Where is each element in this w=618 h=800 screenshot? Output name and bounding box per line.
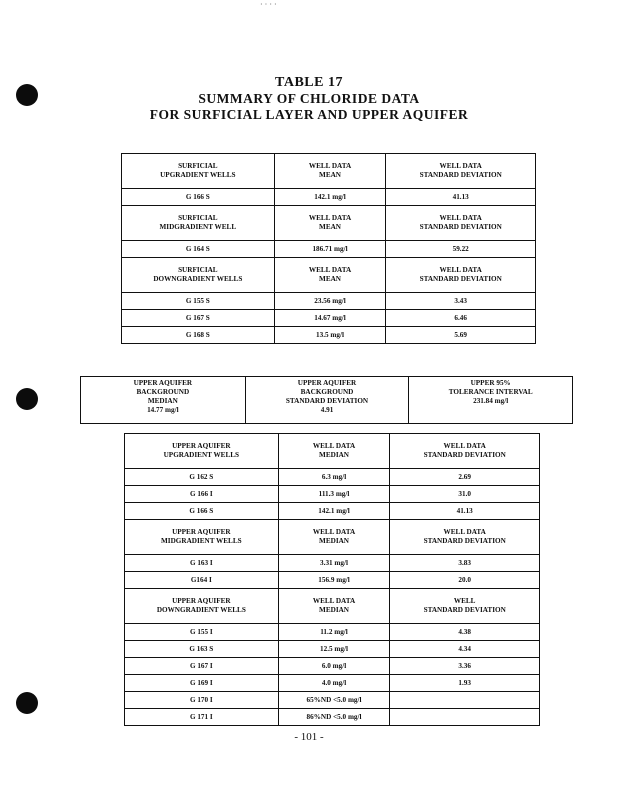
table-row [125, 624, 540, 641]
value-cell: 3.36 [390, 658, 540, 675]
value-cell: 1.93 [390, 675, 540, 692]
value-cell: 59.22 [386, 241, 536, 258]
document-title [0, 75, 618, 123]
table-row [125, 658, 540, 675]
value-cell: 20.0 [390, 572, 540, 589]
header-cell: SURFICIAL UPGRADIENT WELLS [122, 154, 275, 189]
well-id-cell: G 167 I [125, 658, 279, 675]
value-cell [390, 692, 540, 709]
value-cell [390, 709, 540, 726]
value-cell: 86%ND <5.0 mg/l [278, 709, 390, 726]
table-row [125, 641, 540, 658]
header-cell: SURFICIAL MIDGRADIENT WELL [122, 206, 275, 241]
value-cell: 11.2 mg/l [278, 624, 390, 641]
page-number: - 101 - [294, 731, 324, 743]
well-id-cell: G 171 I [125, 709, 279, 726]
value-cell: 3.83 [390, 555, 540, 572]
value-cell: 142.1 mg/l [278, 503, 390, 520]
background-median-cell: UPPER AQUIFER BACKGROUND MEDIAN 14.77 mg/l [81, 377, 246, 424]
section-header-row [122, 154, 536, 189]
value-cell: 186.71 mg/l [274, 241, 386, 258]
header-cell: WELL STANDARD DEVIATION [390, 589, 540, 624]
well-id-cell: G 169 I [125, 675, 279, 692]
well-id-cell: G 166 S [125, 503, 279, 520]
section-header-row [125, 589, 540, 624]
table-row [122, 293, 536, 310]
upper-aquifer-chloride-table [124, 433, 540, 726]
value-cell: 111.3 mg/l [278, 486, 390, 503]
header-cell: WELL DATA MEDIAN [278, 434, 390, 469]
value-cell: 13.5 mg/l [274, 327, 386, 344]
header-cell: UPPER AQUIFER MIDGRADIENT WELLS [125, 520, 279, 555]
well-id-cell: G 155 I [125, 624, 279, 641]
value-cell: 31.0 [390, 486, 540, 503]
value-cell: 142.1 mg/l [274, 189, 386, 206]
well-id-cell: G 170 I [125, 692, 279, 709]
value-cell: 12.5 mg/l [278, 641, 390, 658]
table-row [125, 675, 540, 692]
section-header-row [125, 434, 540, 469]
value-cell: 6.3 mg/l [278, 469, 390, 486]
table-row [125, 469, 540, 486]
well-id-cell: G 167 S [122, 310, 275, 327]
header-cell: WELL DATA MEAN [274, 258, 386, 293]
well-id-cell: G 166 I [125, 486, 279, 503]
background-row [81, 377, 573, 424]
value-cell: 156.9 mg/l [278, 572, 390, 589]
well-id-cell: G 166 S [122, 189, 275, 206]
value-cell: 65%ND <5.0 mg/l [278, 692, 390, 709]
well-id-cell: G 163 S [125, 641, 279, 658]
value-cell: 6.0 mg/l [278, 658, 390, 675]
well-id-cell: G164 I [125, 572, 279, 589]
table-row [125, 555, 540, 572]
well-id-cell: G 155 S [122, 293, 275, 310]
value-cell: 5.69 [386, 327, 536, 344]
table-row [122, 241, 536, 258]
table-row [122, 310, 536, 327]
binder-hole-bottom [16, 692, 38, 714]
well-id-cell: G 164 S [122, 241, 275, 258]
header-cell: WELL DATA MEAN [274, 154, 386, 189]
value-cell: 41.13 [390, 503, 540, 520]
value-cell: 14.67 mg/l [274, 310, 386, 327]
value-cell: 6.46 [386, 310, 536, 327]
header-cell: WELL DATA STANDARD DEVIATION [386, 154, 536, 189]
well-id-cell: G 168 S [122, 327, 275, 344]
value-cell: 4.38 [390, 624, 540, 641]
value-cell: 41.13 [386, 189, 536, 206]
header-cell: WELL DATA STANDARD DEVIATION [390, 434, 540, 469]
header-cell: UPPER AQUIFER DOWNGRADIENT WELLS [125, 589, 279, 624]
header-cell: WELL DATA MEAN [274, 206, 386, 241]
value-cell: 2.69 [390, 469, 540, 486]
table-row [125, 692, 540, 709]
table-row [125, 709, 540, 726]
table-row [122, 327, 536, 344]
title-line-2: SUMMARY OF CHLORIDE DATA [198, 91, 420, 106]
tolerance-interval-cell: UPPER 95% TOLERANCE INTERVAL 231.84 mg/l [409, 377, 573, 424]
table-number: TABLE 17 [275, 75, 343, 90]
well-id-cell: G 163 I [125, 555, 279, 572]
header-cell: WELL DATA STANDARD DEVIATION [386, 258, 536, 293]
upper-aquifer-background-table [80, 376, 573, 424]
header-cell: WELL DATA MEDIAN [278, 589, 390, 624]
header-cell: UPPER AQUIFER UPGRADIENT WELLS [125, 434, 279, 469]
surficial-chloride-table [121, 153, 536, 344]
header-cell: WELL DATA MEDIAN [278, 520, 390, 555]
well-id-cell: G 162 S [125, 469, 279, 486]
background-std-dev-cell: UPPER AQUIFER BACKGROUND STANDARD DEVIATION 4.91 [245, 377, 409, 424]
table-row [122, 189, 536, 206]
table-row [125, 572, 540, 589]
header-cell: WELL DATA STANDARD DEVIATION [386, 206, 536, 241]
value-cell: 3.43 [386, 293, 536, 310]
binder-hole-middle [16, 388, 38, 410]
table-row [125, 486, 540, 503]
section-header-row [122, 206, 536, 241]
title-line-3: FOR SURFICIAL LAYER AND UPPER AQUIFER [149, 107, 469, 122]
section-header-row [125, 520, 540, 555]
value-cell: 3.31 mg/l [278, 555, 390, 572]
header-cell: WELL DATA STANDARD DEVIATION [390, 520, 540, 555]
header-cell: SURFICIAL DOWNGRADIENT WELLS [122, 258, 275, 293]
value-cell: 4.0 mg/l [278, 675, 390, 692]
scan-mark: · · · · [260, 0, 277, 9]
value-cell: 23.56 mg/l [274, 293, 386, 310]
table-row [125, 503, 540, 520]
value-cell: 4.34 [390, 641, 540, 658]
section-header-row [122, 258, 536, 293]
